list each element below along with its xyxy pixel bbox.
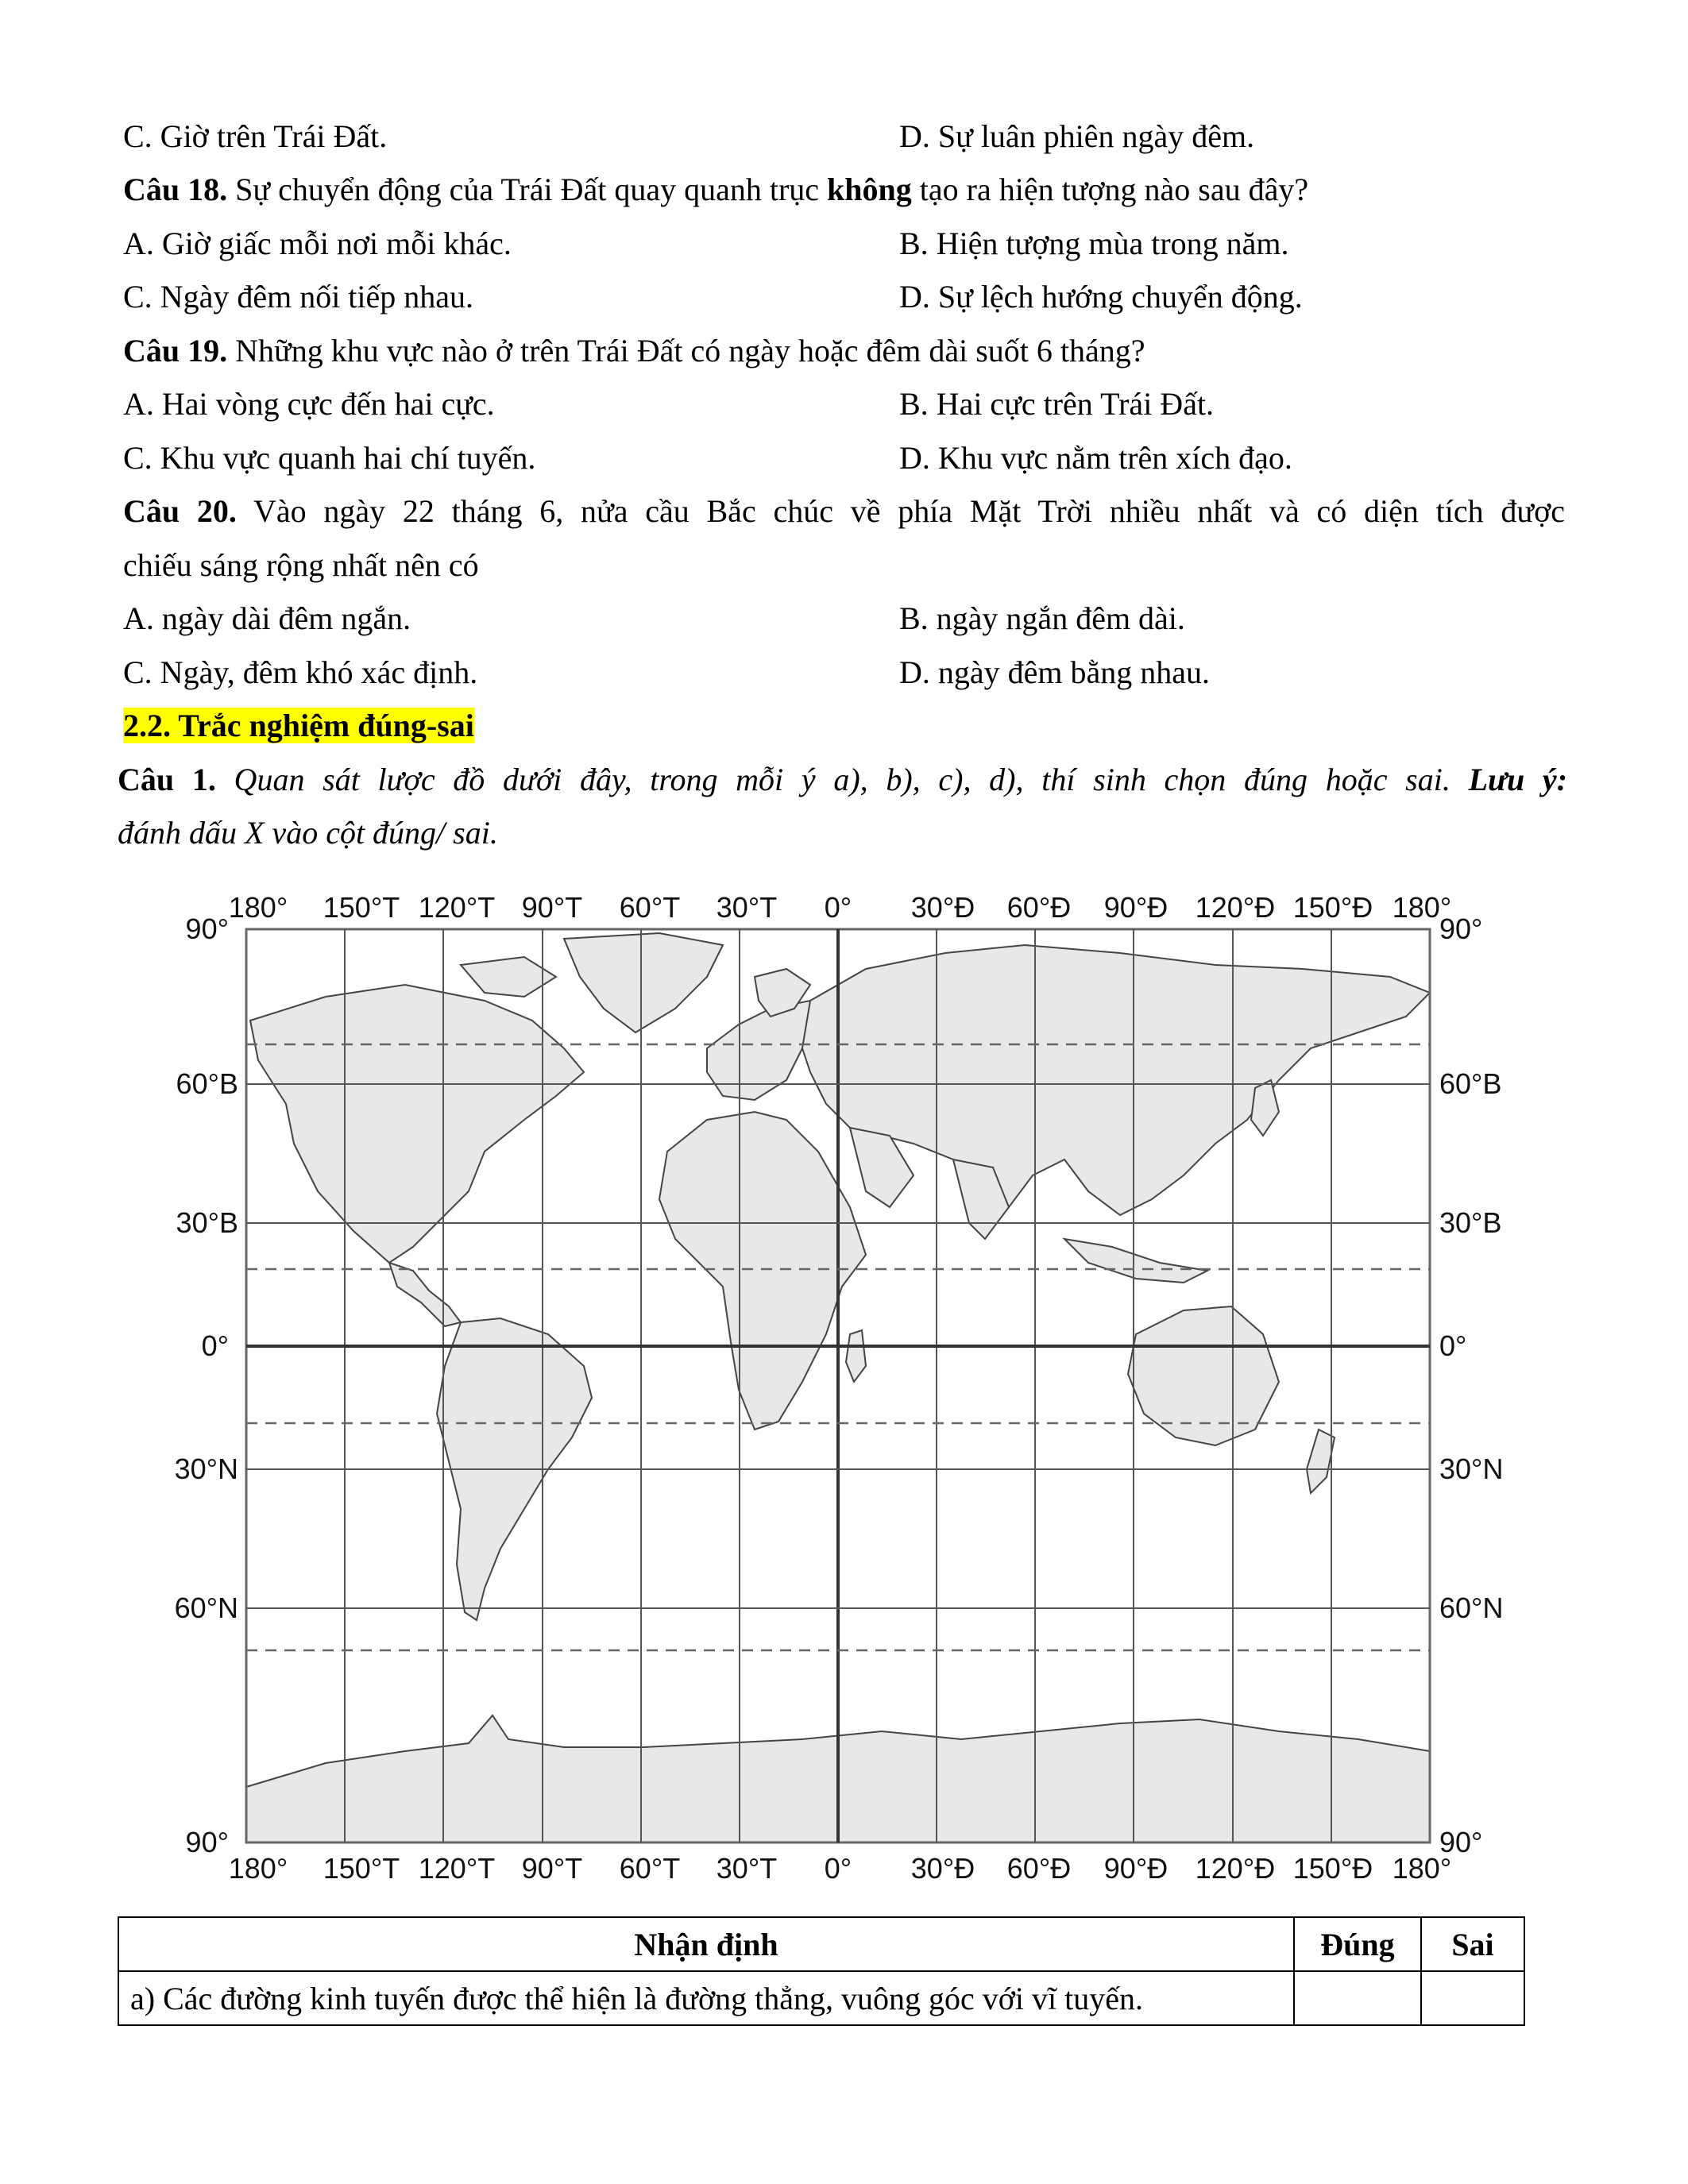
tf-q1-instruction-line1 (118, 761, 1567, 799)
q19-option-a: A. Hai vòng cực đến hai cực. (123, 386, 495, 422)
left-lat-label: 60°N (174, 1592, 238, 1624)
q20-question-line1 (123, 492, 1565, 531)
right-lat-label: 30°N (1439, 1453, 1504, 1485)
top-lon-label: 90°T (521, 891, 583, 924)
q17-option-d: D. Sự luân phiên ngày đêm. (899, 118, 1255, 154)
q18-label: Câu 18. (123, 172, 228, 207)
header-statement: Nhận định (118, 1917, 1294, 1971)
left-lat-label: 60°B (176, 1067, 238, 1100)
land-australia (1128, 1306, 1279, 1445)
top-lon-label: 150°Đ (1292, 891, 1373, 924)
statement-a: a) Các đường kinh tuyến được thể hiện là đường thẳng, vuông góc với vĩ tuyến. (118, 1971, 1294, 2025)
left-lat-label: 90° (185, 1826, 229, 1858)
top-lon-label: 180° (1392, 891, 1452, 924)
right-lat-label: 90° (1439, 913, 1483, 945)
right-lat-label: 0° (1439, 1329, 1467, 1362)
top-lon-label: 60°T (619, 891, 681, 924)
land-indonesia (1064, 1239, 1207, 1283)
q18-option-c: C. Ngày đêm nối tiếp nhau. (123, 279, 474, 314)
q18-text-after: tạo ra hiện tượng nào sau đây? (911, 172, 1309, 207)
bottom-lon-label: 30°Đ (910, 1852, 975, 1885)
q20-question-line2: chiếu sáng rộng nhất nên có (123, 547, 479, 583)
land-madagascar (846, 1330, 866, 1382)
q19-option-b: B. Hai cực trên Trái Đất. (899, 386, 1215, 422)
bottom-lon-label: 150°T (323, 1852, 400, 1885)
q18-option-a: A. Giờ giấc mỗi nơi mỗi khác. (123, 226, 512, 261)
q20-option-b: B. ngày ngắn đêm dài. (899, 600, 1185, 636)
right-lat-label: 30°B (1439, 1206, 1502, 1239)
bottom-lon-label: 60°Đ (1006, 1852, 1072, 1885)
q20-text-line1: Vào ngày 22 tháng 6, nửa cầu Bắc chúc về phía Mặt Trời nhiều nhất và có diện tích được (236, 493, 1566, 529)
q18-option-b: B. Hiện tượng mùa trong năm. (899, 226, 1289, 261)
land-africa (659, 1112, 866, 1430)
header-dung: Đúng (1294, 1917, 1421, 1971)
top-lon-label: 30°T (716, 891, 778, 924)
q18-bold-word: không (827, 172, 912, 207)
top-lon-label: 120°Đ (1195, 891, 1276, 924)
bottom-lon-label: 0° (824, 1852, 852, 1885)
left-lat-label: 0° (201, 1329, 229, 1362)
top-lon-label: 0° (824, 891, 852, 924)
land-greenland (564, 933, 723, 1032)
table-header-row (118, 1917, 1524, 1971)
land-new-zealand (1307, 1430, 1335, 1493)
sai-cell-a[interactable] (1421, 1971, 1524, 2025)
statement-table (118, 1916, 1525, 2026)
bottom-lon-label: 30°T (716, 1852, 778, 1885)
tf-q1-instruction: Quan sát lược đồ dưới đây, trong mỗi ý a), b), c), d), thí sinh chọn đúng hoặc sai. (215, 762, 1450, 797)
q18-question (123, 171, 1308, 209)
q20-option-c: C. Ngày, đêm khó xác định. (123, 654, 478, 690)
q20-option-d: D. ngày đêm bằng nhau. (899, 654, 1211, 690)
right-lat-label: 60°N (1439, 1592, 1504, 1624)
land-north-america (250, 985, 584, 1263)
tf-q1-instruction-line2 (118, 814, 498, 852)
top-lon-label: 120°T (418, 891, 496, 924)
q17-option-c: C. Giờ trên Trái Đất. (123, 118, 388, 154)
bottom-lon-label: 120°Đ (1195, 1852, 1276, 1885)
q19-option-d: D. Khu vực nằm trên xích đạo. (899, 440, 1292, 476)
tf-q1-label: Câu 1. (118, 762, 216, 797)
right-lat-label: 60°B (1439, 1067, 1502, 1100)
table-row (118, 1971, 1524, 2025)
bottom-lon-label: 120°T (418, 1852, 496, 1885)
land-japan (1251, 1080, 1279, 1136)
bottom-longitude-labels (229, 1852, 1451, 1885)
tf-q1-instruction-cont: đánh dấu X vào cột đúng/ sai. (118, 815, 498, 851)
bottom-lon-label: 90°Đ (1103, 1852, 1168, 1885)
header-sai: Sai (1421, 1917, 1524, 1971)
q19-label: Câu 19. (123, 333, 228, 369)
left-lat-label: 30°B (176, 1206, 238, 1239)
section-heading (123, 707, 474, 745)
bottom-lon-label: 90°T (521, 1852, 583, 1885)
right-latitude-labels (1439, 913, 1503, 1858)
top-lon-label: 180° (228, 891, 288, 924)
left-latitude-labels (175, 913, 238, 1858)
top-longitude-labels (229, 891, 1451, 924)
bottom-lon-label: 180° (228, 1852, 288, 1885)
tf-q1-note-label: Lưu ý: (1468, 762, 1568, 797)
q19-question (123, 332, 1145, 370)
land-central-america (389, 1263, 461, 1326)
left-lat-label: 30°N (174, 1453, 238, 1485)
q19-text: Những khu vực nào ở trên Trái Đất có ngày hoặc đêm dài suốt 6 tháng? (227, 333, 1145, 369)
top-lon-label: 30°Đ (910, 891, 975, 924)
world-map (151, 889, 1541, 1914)
q19-option-c: C. Khu vực quanh hai chí tuyến. (123, 440, 536, 476)
top-lon-label: 90°Đ (1103, 891, 1168, 924)
q18-text-before: Sự chuyển động của Trái Đất quay quanh trục (227, 172, 828, 207)
section-title: 2.2. Trắc nghiệm đúng-sai (123, 708, 474, 743)
right-lat-label: 90° (1439, 1826, 1483, 1858)
top-lon-label: 150°T (323, 891, 400, 924)
q20-label: Câu 20. (123, 493, 237, 529)
bottom-lon-label: 180° (1392, 1852, 1452, 1885)
q18-option-d: D. Sự lệch hướng chuyển động. (899, 279, 1303, 314)
top-lon-label: 60°Đ (1006, 891, 1072, 924)
bottom-lon-label: 60°T (619, 1852, 681, 1885)
dung-cell-a[interactable] (1294, 1971, 1421, 2025)
q20-option-a: A. ngày dài đêm ngắn. (123, 600, 411, 636)
left-lat-label: 90° (185, 913, 229, 945)
bottom-lon-label: 150°Đ (1292, 1852, 1373, 1885)
